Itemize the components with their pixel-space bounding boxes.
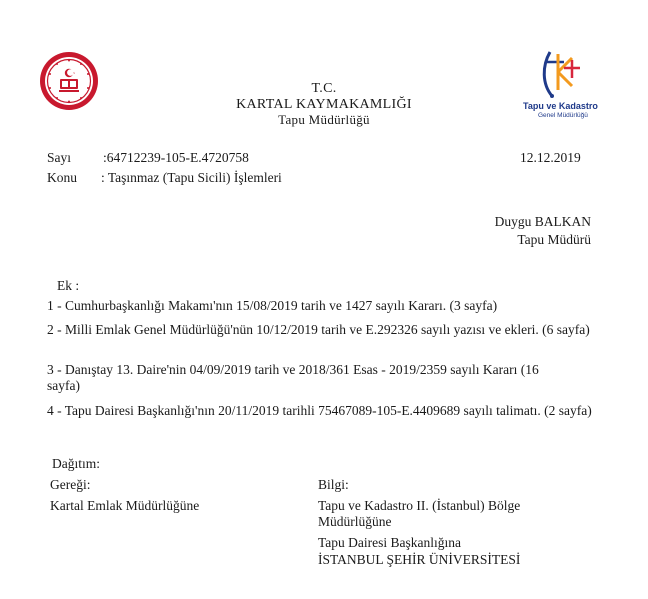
ek-item-1: 1 - Cumhurbaşkanlığı Makamı'nın 15/08/2019 tarih ve 1427 sayılı Kararı. (3 sayfa): [47, 298, 498, 313]
sayi-label: Sayı: [47, 150, 72, 165]
header-mudurluk: Tapu Müdürlüğü: [278, 112, 370, 127]
geregi-label: Gereği:: [50, 477, 91, 492]
konu-value: : Taşınmaz (Tapu Sicili) İşlemleri: [101, 170, 282, 185]
ek-item-2: 2 - Milli Emlak Genel Müdürlüğü'nün 10/12/2019 tarih ve E.292326 sayılı yazısı ve ekleri. (6 sayfa): [47, 322, 590, 337]
sayi-value: :64712239-105-E.4720758: [103, 150, 249, 165]
bilgi-label: Bilgi:: [318, 477, 349, 492]
header-kaymakamlik: KARTAL KAYMAKAMLIĞI: [236, 97, 412, 112]
signer-name: Duygu BALKAN: [494, 214, 591, 229]
logo-subtitle: Genel Müdürlüğü: [538, 112, 588, 119]
geregi-item: Kartal Emlak Müdürlüğüne: [50, 498, 200, 513]
header-tc: T.C.: [311, 81, 337, 96]
bilgi-item-3: İSTANBUL ŞEHİR ÜNİVERSİTESİ: [318, 552, 521, 567]
bilgi-item-1: Tapu ve Kadastro II. (İstanbul) Bölge Müdürlüğüne: [318, 498, 521, 529]
ek-item-3: 3 - Danıştay 13. Daire'nin 04/09/2019 tarih ve 2018/361 Esas - 2019/2359 sayılı Kararı (16 sayfa): [47, 362, 539, 393]
ek-label: Ek :: [57, 278, 80, 293]
logo-title: Tapu ve Kadastro: [523, 101, 598, 111]
signer-title: Tapu Müdürü: [517, 232, 591, 247]
document-date: 12.12.2019: [520, 150, 581, 165]
ek-item-4: 4 - Tapu Dairesi Başkanlığı'nın 20/11/2019 tarihli 75467089-105-E.4409689 sayılı talimatı. (2 sayfa): [47, 403, 592, 418]
dagitim-label: Dağıtım:: [52, 456, 100, 471]
konu-label: Konu: [47, 170, 77, 185]
bilgi-item-2: Tapu Dairesi Başkanlığına: [318, 535, 462, 550]
